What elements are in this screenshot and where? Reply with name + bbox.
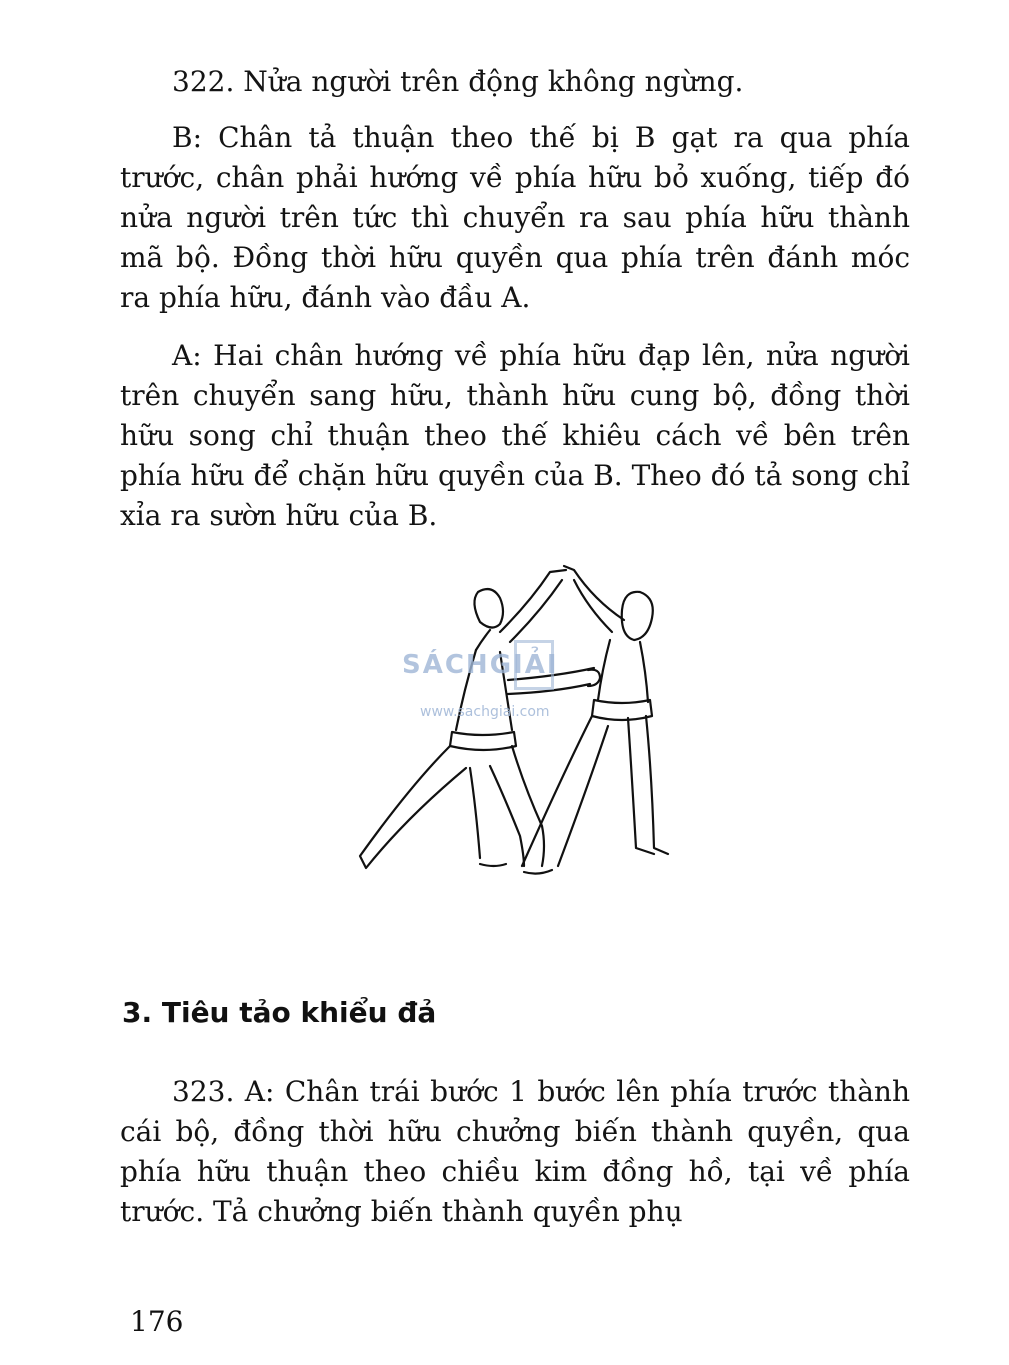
watermark [402,640,592,730]
watermark-brand: SÁCHGIẢI [402,650,559,680]
watermark-url: www.sachgiai.com [420,704,550,720]
martial-arts-illustration-icon [340,560,690,900]
paragraph-323: 323. A: Chân trái bước 1 bước lên phía trước thành cái bộ, đồng thời hữu chưởng biến thành quyền, qua phía hữu thuận theo chiều kim đồng hồ, tại về phía trước. Tả chưởng biến thành quyền phụ [120,1075,910,1228]
paragraph-322-b: B: Chân tả thuận theo thế bị B gạt ra qua phía trước, chân phải hướng về phía hữu bỏ xuống, tiếp đó nửa người trên tức thì chuyển ra sau phía hữu thành mã bộ. Đồng thời hữu quyền qua phía trên đánh móc ra phía hữu, đánh vào đầu A. [120,121,910,314]
paragraph-322-a: A: Hai chân hướng về phía hữu đạp lên, nửa người trên chuyển sang hữu, thành hữu cung bộ, đồng thời hữu song chỉ thuận theo thế khiêu cách về bên trên phía hữu để chặn hữu quyền của B. Theo đó tả song chỉ xỉa ra sườn hữu của B. [120,339,910,532]
section-heading: 3. Tiêu tảo khiểu đả [122,996,437,1029]
paragraph-322-title: 322. Nửa người trên động không ngừng. [172,65,744,98]
page-number: 176 [130,1305,184,1338]
